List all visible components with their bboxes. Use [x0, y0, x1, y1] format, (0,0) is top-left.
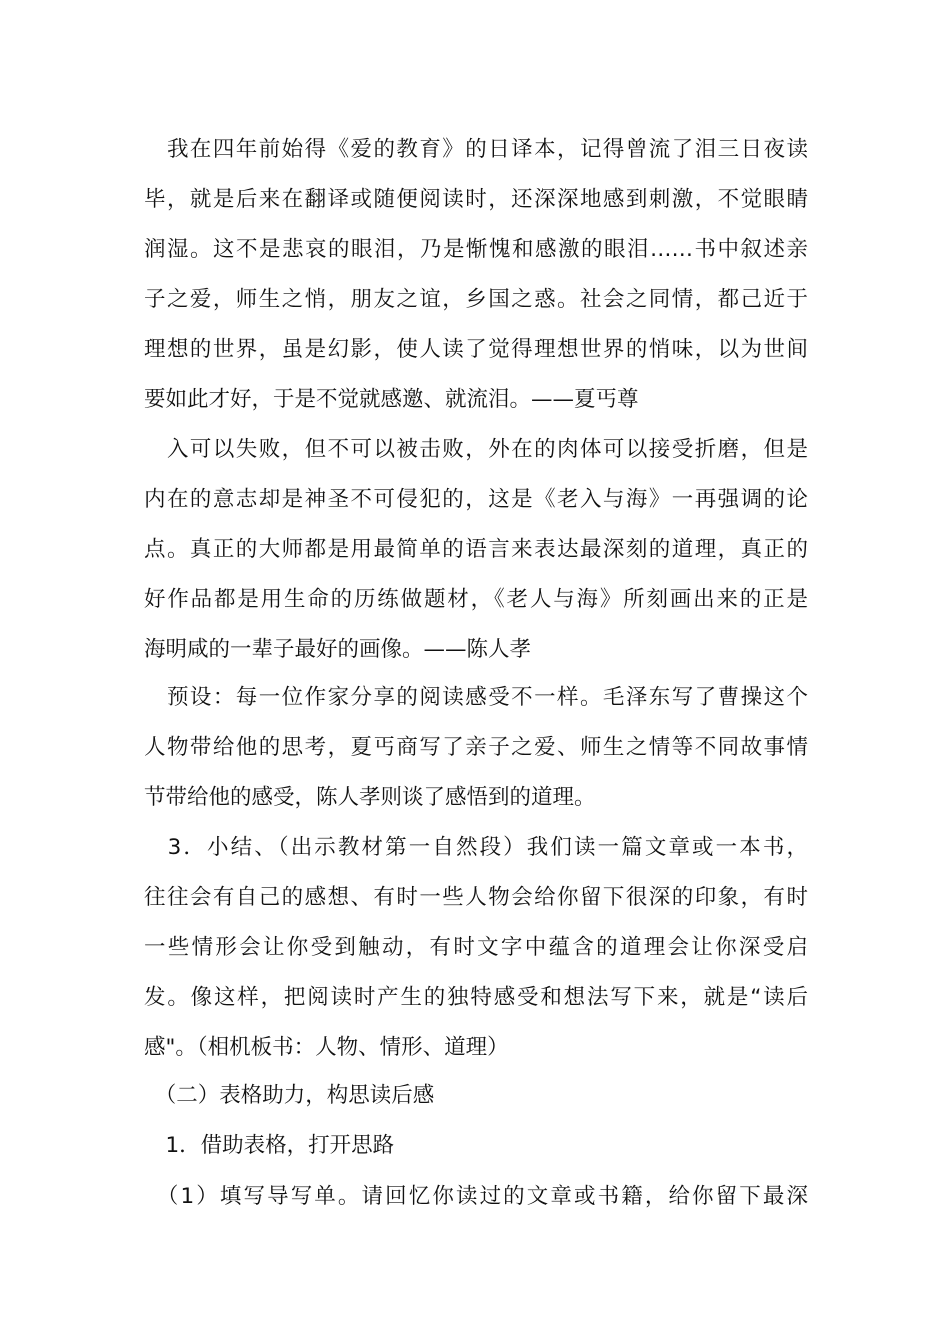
quote-chen-line-1: 入可以失败，但不可以被击败，外在的肉体可以接受折磨，但是	[144, 437, 808, 462]
fill-sheet-line-1: （1）填写导写单。请回忆你读过的文章或书籍，给你留下最深	[144, 1184, 808, 1209]
quote-chen-line-3: 点。真正的大师都是用最简单的语言来表达最深刻的道理，真正的	[144, 537, 808, 562]
quote-xia-line-6: 要如此才好，于是不觉就感邀、就流泪。——夏丐尊	[144, 387, 639, 412]
quote-xia-line-3: 润湿。这不是悲哀的眼泪，乃是惭愧和感激的眼泪……书中叙述亲	[144, 237, 808, 262]
preset-line-3: 节带给他的感受，陈人孝则谈了感悟到的道理。	[144, 785, 596, 810]
quote-chen-line-4: 好作品都是用生命的历练做题材，《老人与海》所刻画出来的正是	[144, 587, 808, 612]
quote-xia-line-2: 毕，就是后来在翻译或随便阅读时，还深深地感到刺激，不觉眼睛	[144, 187, 808, 212]
preset-line-2: 人物带给他的思考，夏丐商写了亲子之爱、师生之情等不同故事情	[144, 735, 808, 760]
section-heading: （二）表格助力，构思读后感	[144, 1083, 435, 1108]
summary-line-3: 一些情形会让你受到触动，有时文字中蕴含的道理会让你深受启	[144, 935, 808, 960]
item-heading: 1．借助表格，打开思路	[144, 1133, 395, 1158]
summary-line-4: 发。像这样，把阅读时产生的独特感受和想法写下来，就是“读后	[144, 985, 808, 1010]
quote-xia-line-5: 理想的世界，虽是幻影，使人读了觉得理想世界的悄味，以为世间	[144, 337, 808, 362]
quote-chen-line-5: 海明咸的一辈子最好的画像。——陈人孝	[144, 637, 532, 662]
quote-xia-line-1: 我在四年前始得《爱的教育》的日译本，记得曾流了泪三日夜读	[144, 137, 808, 162]
summary-line-2: 往往会有自己的感想、有时一些人物会给你留下很深的印象，有时	[144, 885, 808, 910]
quote-xia-line-4: 子之爱，师生之悄，朋友之谊，乡国之惑。社会之同情，都己近于	[144, 287, 808, 312]
summary-line-1: 3．小结、（出示教材第一自然段）我们读一篇文章或一本书，	[144, 835, 808, 860]
summary-line-5: 感"。（相机板书：人物、情形、道理）	[144, 1035, 509, 1060]
quote-chen-line-2: 内在的意志却是神圣不可侵犯的，这是《老入与海》一再强调的论	[144, 487, 808, 512]
preset-line-1: 预设：每一位作家分享的阅读感受不一样。毛泽东写了曹操这个	[144, 685, 808, 710]
